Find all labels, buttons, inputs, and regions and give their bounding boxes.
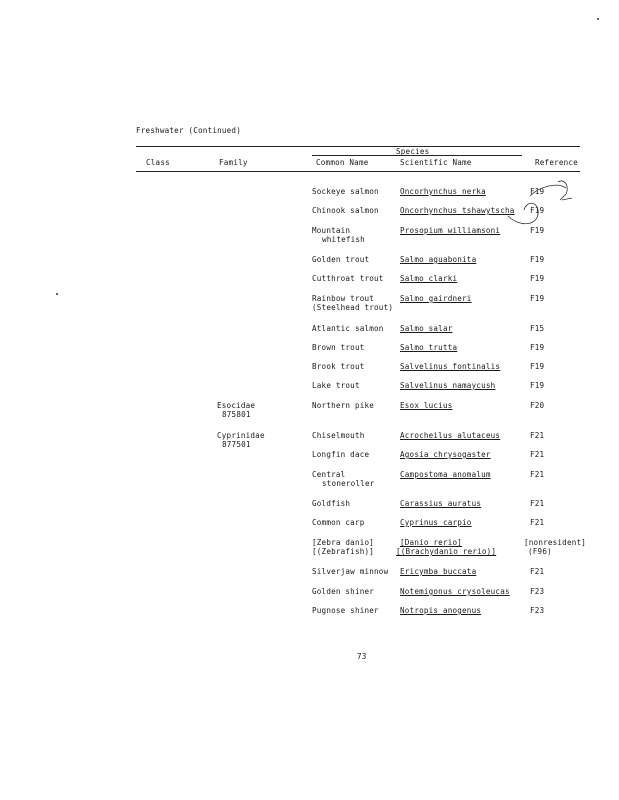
scientific-name: Carassius auratus <box>400 499 482 508</box>
section-title: Freshwater (Continued) <box>136 126 241 135</box>
common-name: Chinook salmon <box>312 206 379 215</box>
reference: F19 <box>530 274 545 283</box>
reference: F23 <box>530 606 545 615</box>
scientific-name: Notemigonus crysoleucas <box>400 587 510 596</box>
common-name-line2: stoneroller <box>322 479 375 488</box>
common-name: Northern pike <box>312 401 375 410</box>
common-name: Lake trout <box>312 381 360 390</box>
scientific-name: Oncorhynchus tshawytscha <box>400 206 515 215</box>
common-name: Brook trout <box>312 362 365 371</box>
header-bottom-rule <box>136 171 580 172</box>
scientific-name: Salvelinus namaycush <box>400 381 496 390</box>
reference: F19 <box>530 255 545 264</box>
reference: F21 <box>530 567 545 576</box>
header-reference: Reference <box>535 158 578 167</box>
family-code: 877501 <box>222 440 251 449</box>
common-name: Rainbow trout <box>312 294 375 303</box>
common-name: Central <box>312 470 346 479</box>
header-scientific-name: Scientific Name <box>400 158 472 167</box>
reference: F19 <box>530 187 545 196</box>
scientific-name: [Danio rerio] <box>400 538 463 547</box>
common-name: Cutthroat trout <box>312 274 384 283</box>
reference: F19 <box>530 226 545 235</box>
reference: F19 <box>530 362 545 371</box>
common-name: Goldfish <box>312 499 351 508</box>
common-name: Silverjaw minnow <box>312 567 389 576</box>
reference: F23 <box>530 587 545 596</box>
common-name: Sockeye salmon <box>312 187 379 196</box>
scientific-name: Salmo gairdneri <box>400 294 472 303</box>
handwritten-annotation-mark <box>500 176 580 232</box>
scientific-name: Esox lucius <box>400 401 453 410</box>
scientific-name: Salmo trutta <box>400 343 458 352</box>
reference: F19 <box>530 206 545 215</box>
common-name: Brown trout <box>312 343 365 352</box>
reference: F20 <box>530 401 545 410</box>
header-class: Class <box>146 158 170 167</box>
reference: F19 <box>530 343 545 352</box>
family-code: 875801 <box>222 410 251 419</box>
reference: [nonresident] <box>524 538 587 547</box>
scientific-name: Prosopium williamsoni <box>400 226 501 235</box>
common-name-line2: (Steelhead trout) <box>312 303 394 312</box>
scientific-name: Salvelinus fontinalis <box>400 362 501 371</box>
common-name: Longfin dace <box>312 450 370 459</box>
common-name: Common carp <box>312 518 365 527</box>
reference: F19 <box>530 381 545 390</box>
common-name: Atlantic salmon <box>312 324 384 333</box>
scientific-name-line2: [(Brachydanio rerio)] <box>396 547 497 556</box>
common-name: Golden trout <box>312 255 370 264</box>
reference: F21 <box>530 518 545 527</box>
header-common-name: Common Name <box>316 158 369 167</box>
common-name: [Zebra danio] <box>312 538 375 547</box>
scan-speck <box>56 293 58 295</box>
header-species: Species <box>396 147 430 156</box>
reference: F21 <box>530 450 545 459</box>
scientific-name: Acrocheilus alutaceus <box>400 431 501 440</box>
common-name: Golden shiner <box>312 587 375 596</box>
header-family: Family <box>219 158 248 167</box>
scientific-name: Salmo salar <box>400 324 453 333</box>
reference-line2: (F96) <box>528 547 552 556</box>
scientific-name: Agosia chrysogaster <box>400 450 491 459</box>
family-name: Esocidae <box>217 401 256 410</box>
reference: F15 <box>530 324 545 333</box>
page-number: 73 <box>357 652 367 661</box>
scan-speck <box>597 18 599 20</box>
scientific-name: Campostoma anomalum <box>400 470 491 479</box>
family-name: Cyprinidae <box>217 431 265 440</box>
header-top-rule <box>136 146 580 147</box>
common-name-line2: whitefish <box>322 235 365 244</box>
scientific-name: Notropis anogenus <box>400 606 482 615</box>
scientific-name: Cyprinus carpio <box>400 518 472 527</box>
common-name: Chiselmouth <box>312 431 365 440</box>
reference: F21 <box>530 499 545 508</box>
reference: F19 <box>530 294 545 303</box>
scientific-name: Salmo clarki <box>400 274 458 283</box>
common-name: Pugnose shiner <box>312 606 379 615</box>
common-name-line2: [(Zebrafish)] <box>312 547 375 556</box>
reference: F21 <box>530 470 545 479</box>
scientific-name: Salmo aguabonita <box>400 255 477 264</box>
reference: F21 <box>530 431 545 440</box>
scientific-name: Ericymba buccata <box>400 567 477 576</box>
scientific-name: Oncorhynchus nerka <box>400 187 486 196</box>
common-name: Mountain <box>312 226 351 235</box>
